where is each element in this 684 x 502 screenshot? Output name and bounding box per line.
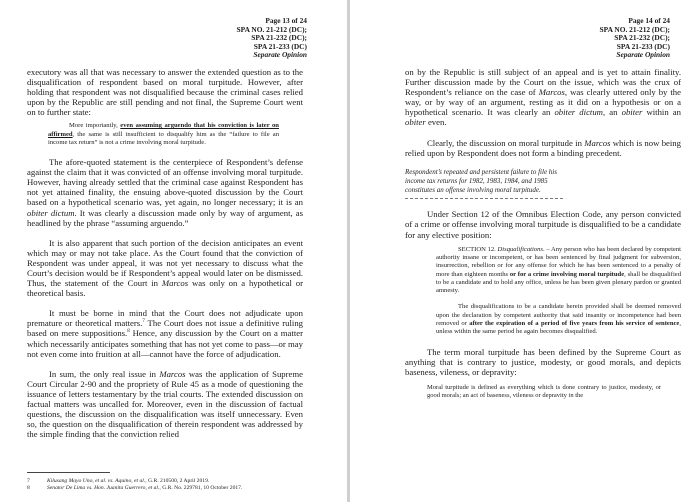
case-number: SPA 21-232 (DC);: [251, 33, 307, 43]
italic-term: obiter dictum: [554, 107, 603, 118]
opinion-label: Separate Opinion: [253, 50, 307, 60]
text: was the application of Supreme Court Circular 2-90 and the propriety of Rule 45 as a mode of questioning the issuance of letters testamentary by the trial courts. The extended discussion on factual matters was uncalled for. Moreover, even in the discussion of factual questions, the discussion on the disqualification was itself unnecessary. Even so, the question on the disqualification of therein respondent was addressed by the simple finding that the conviction relied: [27, 368, 303, 440]
paragraph: [27, 369, 303, 440]
footnote-ref[interactable]: 7: [142, 319, 145, 325]
case-name: Marcos: [538, 87, 565, 98]
case-name: Marcos: [161, 278, 189, 289]
case-number: SPA 21-233 (DC): [253, 41, 307, 51]
footnote-case: Kilusang Mayo Uno, et al. vs. Aquino, et al.: [47, 478, 146, 484]
text: The disqualifications to be a candidate herein provided shall be deemed removed upon the declaration by competent authority that said insanity or incompetence had been removed or: [436, 303, 681, 328]
paragraph: Under Section 12 of the Omnibus Election Code, any person convicted of a crime or offense involving moral turpitude is disqualified to be a candidate for any elective position:: [405, 209, 681, 240]
italic-term: obiter dictum: [27, 207, 75, 218]
text: within an: [642, 107, 682, 118]
text: , was clearly uttered only by the way, or by way of an argument, resting as it did on a hypothesis or on a hypothetical scenario. It was clearly an: [405, 87, 681, 118]
footnote: [27, 478, 317, 485]
statute-paragraph: [436, 303, 681, 336]
text: It is also apparent that such portion of the decision anticipates an event which may or may not take place. As the Court found that the conviction of Respondent was under appeal, it was not yet necessary to discuss what the Court’s decision would be if Respondent’s appeal would later on be dismissed. Thus, the statement of the Court in: [27, 237, 303, 289]
italic-term: obiter: [621, 107, 643, 118]
footnotes: [27, 478, 317, 493]
opinion-label: Separate Opinion: [616, 50, 670, 60]
case-name: Marcos: [584, 137, 611, 148]
italic-term: obiter: [405, 117, 426, 128]
paragraph: The term moral turpitude has been defined by the Supreme Court as anything that is contrary to justice, modesty, or good morals, and depicts baseness, vileness, or depravity:: [405, 346, 681, 377]
page-header: [237, 17, 307, 60]
footnote: [27, 485, 317, 492]
text: even.: [425, 117, 447, 128]
case-number: SPA 21-232 (DC);: [614, 33, 670, 43]
page-header: [600, 17, 670, 60]
footnote-citation: , G.R. No. 229781, 10 October 2017.: [159, 485, 243, 492]
text: . – Any person who has been declared by competent authority insane or incompetent, or has been sentenced by final judgment for subversion, insurrection, rebellion or for any offense for which he has been sentenced to a penalty of more than eighteen months: [436, 245, 681, 278]
footnote-citation: , G.R. 210500, 2 April 2019.: [145, 478, 210, 484]
footnote-ref[interactable]: 8: [127, 329, 130, 335]
text: Hence, any discussion by the Court on a matter which necessarily anticipates something that has not yet come to pass—or may not even come into fruition at all—cannot have the force of adjudication.: [27, 328, 303, 359]
text: Clearly, the discussion on moral turpitude in: [427, 137, 585, 148]
footnote-case: Senator De Lima vs. Hon. Juanita Guerrero, et al.: [47, 485, 160, 492]
statute-paragraph: [436, 246, 681, 296]
text: The Court does not issue a definitive ruling based on mere suppositions.: [27, 318, 304, 339]
page-body: [405, 67, 681, 400]
text: was only on a hypothetical or theoretical basis.: [27, 278, 303, 299]
case-number: SPA 21-233 (DC): [616, 41, 670, 51]
text: The afore-quoted statement is the centerpiece of Respondent’s defense against the claim that it was convicted of an offense involving moral turpitude. However, having already settled that the criminal case against Respondent has not yet attained finality, the ensuing above-quoted discussion by the Court based on a hypothetical scenario was, yet again, no longer necessary; it is an: [27, 157, 303, 208]
paragraph: [27, 157, 303, 228]
text: It must be borne in mind that the Court does not adjudicate upon premature or theoretical matters.: [27, 308, 303, 329]
syllabus-excerpt: Respondent’s repeated and persistent failure to file his income tax returns for 1982, 1983, 1984, and 1985 constitutes an offense involving moral turpitude.: [405, 167, 557, 195]
page-number: Page 13 of 24: [265, 16, 307, 25]
page-14: [350, 0, 684, 502]
text: which is now being relied upon by Respondent does not form a binding precedent.: [405, 137, 681, 158]
emphasized-text: after the expiration of a period of five years from his service of sentence: [469, 320, 680, 328]
text: on by the Republic is still subject of an appeal and is yet to attain finality. Further discussion made by the Court on the issue, which was the crux of Respondent’s reliance on the case of: [405, 67, 681, 98]
paragraph: [27, 308, 303, 358]
block-quote: Moral turpitude is defined as everything which is done contrary to justice, modesty, or good morals; an act of baseness, vileness or depravity in the: [427, 383, 661, 400]
dashed-separator: [405, 198, 563, 199]
paragraph: [405, 67, 681, 128]
case-number: SPA NO. 21-212 (DC);: [236, 24, 307, 34]
footnote-number: 7: [27, 478, 30, 484]
text: SECTION 12.: [458, 245, 498, 253]
statute-quote: [436, 246, 681, 337]
page-body: [27, 67, 303, 439]
quote-text: More importantly,: [69, 122, 121, 130]
case-name: Marcos: [159, 368, 186, 379]
section-title: Disqualifications: [497, 245, 543, 253]
text: , unless within the same period he again becomes disqualified.: [436, 320, 682, 336]
quote-text: , the same is still insufficient to disqualify him as the “failure to file an income tax return” is not a crime involving moral turpitude.: [48, 130, 279, 146]
text: . It was clearly a discussion made only by way of argument, as headlined by the phrase “assuming arguendo.”: [27, 207, 303, 228]
block-quote: [48, 122, 279, 147]
page-number: Page 14 of 24: [628, 16, 670, 25]
paragraph: [405, 138, 681, 158]
paragraph: executory was all that was necessary to answer the extended question as to the disqualification of respondent based on moral turpitude. However, after holding that respondent was not disqualified because the criminal cases relied upon by the Republic are still pending and not final, the Supreme Court went on to further state:: [27, 67, 303, 118]
footnote-number: 8: [27, 485, 30, 492]
text: In sum, the only real issue in: [49, 368, 160, 379]
case-number: SPA NO. 21-212 (DC);: [599, 24, 670, 34]
emphasized-text: even assuming arguendo that his conviction is later on affirmed: [48, 122, 279, 138]
paragraph: [27, 238, 303, 299]
text: , shall be disqualified to be a candidate and to hold any office, unless he has been given plenary pardon or granted amnesty.: [436, 270, 681, 295]
text: , an: [602, 107, 622, 118]
footnote-separator: [27, 472, 110, 473]
emphasized-text: or for a crime involving moral turpitude: [509, 270, 625, 278]
